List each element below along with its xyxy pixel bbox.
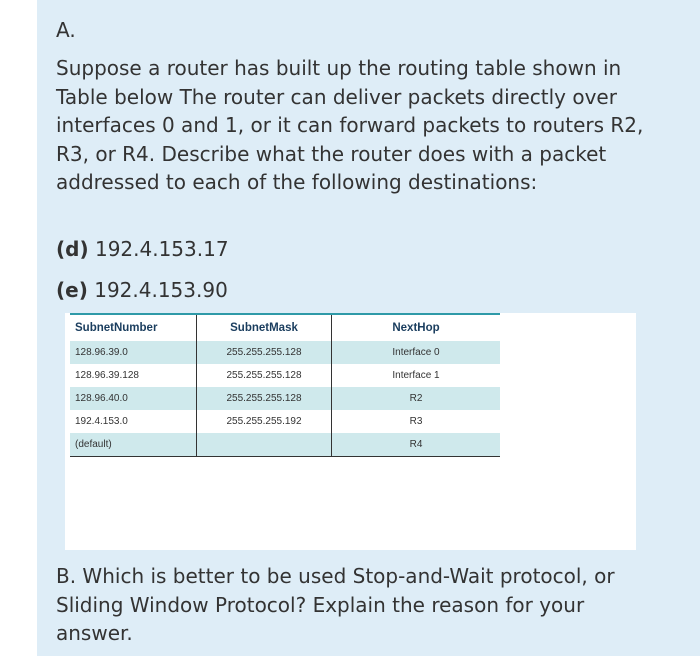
- table-cell: R2: [409, 393, 423, 404]
- column-header: NextHop: [392, 322, 440, 334]
- item-value: 192.4.153.90: [94, 278, 228, 302]
- column-header: SubnetNumber: [70, 314, 197, 341]
- item-value: 192.4.153.17: [94, 237, 229, 261]
- table-cell: 255.255.255.128: [197, 387, 332, 410]
- table-cell: [197, 433, 332, 457]
- table-cell: 255.255.255.128: [197, 341, 332, 364]
- table-row: [70, 341, 500, 364]
- table-cell: 192.4.153.0: [70, 410, 197, 433]
- table-row: [70, 364, 500, 387]
- destination-item: [56, 237, 229, 261]
- part-b-question: B. Which is better to be used Stop-and-Wait protocol, or Sliding Window Protocol? Explain the reason for your answer.: [56, 564, 615, 645]
- table-row: [70, 433, 500, 457]
- table-cell: 255.255.255.128: [197, 364, 332, 387]
- item-label: (e): [56, 278, 88, 302]
- destination-item: [56, 278, 228, 302]
- table-cell: Interface 0: [392, 347, 440, 358]
- column-header: SubnetMask: [197, 314, 332, 341]
- routing-table: [70, 313, 500, 457]
- part-a-question: Suppose a router has built up the routing table shown in Table below The router can deliver packets directly over interfaces 0 and 1, or it can forward packets to routers R2, R3, or R4. Describe what the router does with a packet addressed to each of the following destinations:: [56, 56, 644, 194]
- part-a-label: A.: [56, 18, 76, 42]
- table-header-row: [70, 314, 500, 341]
- table-cell: 255.255.255.192: [197, 410, 332, 433]
- table-cell: R3: [409, 416, 423, 427]
- table-cell: (default): [70, 433, 197, 457]
- routing-table-image: [65, 313, 636, 550]
- table-cell: Interface 1: [392, 370, 440, 381]
- table-row: [70, 387, 500, 410]
- table-cell: R4: [409, 439, 423, 450]
- table-cell: 128.96.39.0: [70, 341, 197, 364]
- table-cell: 128.96.39.128: [70, 364, 197, 387]
- item-label: (d): [56, 237, 89, 261]
- table-cell: 128.96.40.0: [70, 387, 197, 410]
- table-row: [70, 410, 500, 433]
